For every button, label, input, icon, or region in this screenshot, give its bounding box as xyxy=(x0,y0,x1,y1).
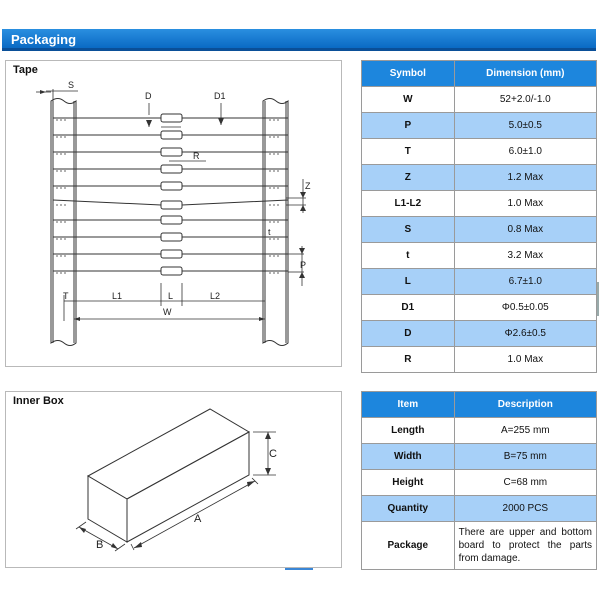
table-row xyxy=(362,113,597,139)
table-row xyxy=(362,165,597,191)
table-cell-symbol: D xyxy=(362,321,455,347)
divider-accent xyxy=(285,568,313,570)
table-row xyxy=(362,444,597,470)
component-body xyxy=(161,114,182,122)
tape-drawing-panel xyxy=(5,60,342,367)
dim-label-r: R xyxy=(193,151,200,161)
dim-label-s: S xyxy=(68,80,75,90)
table-cell-item: Length xyxy=(362,418,455,444)
table-cell-item: Height xyxy=(362,470,455,496)
component-body xyxy=(161,182,182,190)
inner-box-table xyxy=(361,391,597,570)
dim-label-l1: L1 xyxy=(112,291,123,301)
table-row xyxy=(362,347,597,373)
table-cell-value: Φ2.6±0.5 xyxy=(454,321,596,347)
component-body xyxy=(161,250,182,258)
component-body xyxy=(161,201,182,209)
table-row xyxy=(362,321,597,347)
table-cell-symbol: W xyxy=(362,87,455,113)
table-cell-symbol: L xyxy=(362,269,455,295)
box-label-a: A xyxy=(194,513,202,525)
dim-label-t: T xyxy=(63,291,69,301)
table-cell-symbol: S xyxy=(362,217,455,243)
section-header xyxy=(2,29,596,51)
table-cell-value: 3.2 Max xyxy=(454,243,596,269)
table-cell-value: 1.2 Max xyxy=(454,165,596,191)
box-label-c: C xyxy=(269,448,277,460)
table-header-symbol: Symbol xyxy=(362,61,455,87)
table-header-item: Item xyxy=(362,392,455,418)
table-cell-value: 2000 PCS xyxy=(454,496,596,522)
dim-label-p: P xyxy=(300,260,307,270)
table-cell-symbol: T xyxy=(362,139,455,165)
tape-dimension-table xyxy=(361,60,597,373)
table-cell-value: Φ0.5±0.05 xyxy=(454,295,596,321)
table-row xyxy=(362,191,597,217)
table-row xyxy=(362,217,597,243)
inner-box-panel-title: Inner Box xyxy=(13,395,64,407)
dim-label-l: L xyxy=(168,291,174,301)
section-title: Packaging xyxy=(11,32,77,47)
dim-label-d1: D1 xyxy=(214,91,226,101)
table-cell-symbol: t xyxy=(362,243,455,269)
table-cell-value: 1.0 Max xyxy=(454,191,596,217)
table-cell-item: Quantity xyxy=(362,496,455,522)
component-body xyxy=(161,267,182,275)
table-cell-symbol: Z xyxy=(362,165,455,191)
table-cell-value: There are upper and bottom board to protect the parts from damage. xyxy=(454,522,596,570)
table-row xyxy=(362,470,597,496)
table-cell-value: 5.0±0.5 xyxy=(454,113,596,139)
scroll-indicator xyxy=(597,282,599,316)
table-cell-value: 6.7±1.0 xyxy=(454,269,596,295)
table-row xyxy=(362,496,597,522)
dim-label-l2: L2 xyxy=(210,291,221,301)
table-row xyxy=(362,295,597,321)
table-cell-item: Package xyxy=(362,522,455,570)
component-body xyxy=(161,165,182,173)
table-cell-symbol: L1-L2 xyxy=(362,191,455,217)
table-cell-value: C=68 mm xyxy=(454,470,596,496)
dim-label-t-small: t xyxy=(268,227,271,237)
box-label-b: B xyxy=(96,539,104,551)
tape-diagram xyxy=(6,61,341,366)
table-header-description: Description xyxy=(454,392,596,418)
table-row xyxy=(362,522,597,570)
component-body xyxy=(161,148,182,156)
table-cell-value: B=75 mm xyxy=(454,444,596,470)
table-cell-symbol: R xyxy=(362,347,455,373)
table-cell-value: 52+2.0/-1.0 xyxy=(454,87,596,113)
dim-label-w: W xyxy=(163,307,172,317)
table-cell-value: 1.0 Max xyxy=(454,347,596,373)
component-body xyxy=(161,216,182,224)
table-row xyxy=(362,139,597,165)
dim-label-d: D xyxy=(145,91,152,101)
table-cell-item: Width xyxy=(362,444,455,470)
inner-box-diagram xyxy=(6,392,341,567)
table-row xyxy=(362,87,597,113)
dim-label-z: Z xyxy=(305,181,311,191)
table-header-dimension: Dimension (mm) xyxy=(454,61,596,87)
table-row xyxy=(362,243,597,269)
table-row xyxy=(362,418,597,444)
component-body xyxy=(161,131,182,139)
tape-panel-title: Tape xyxy=(13,64,38,76)
table-cell-value: 6.0±1.0 xyxy=(454,139,596,165)
inner-box-drawing-panel xyxy=(5,391,342,568)
table-cell-value: 0.8 Max xyxy=(454,217,596,243)
table-cell-symbol: D1 xyxy=(362,295,455,321)
component-body xyxy=(161,233,182,241)
table-row xyxy=(362,269,597,295)
table-cell-value: A=255 mm xyxy=(454,418,596,444)
table-cell-symbol: P xyxy=(362,113,455,139)
